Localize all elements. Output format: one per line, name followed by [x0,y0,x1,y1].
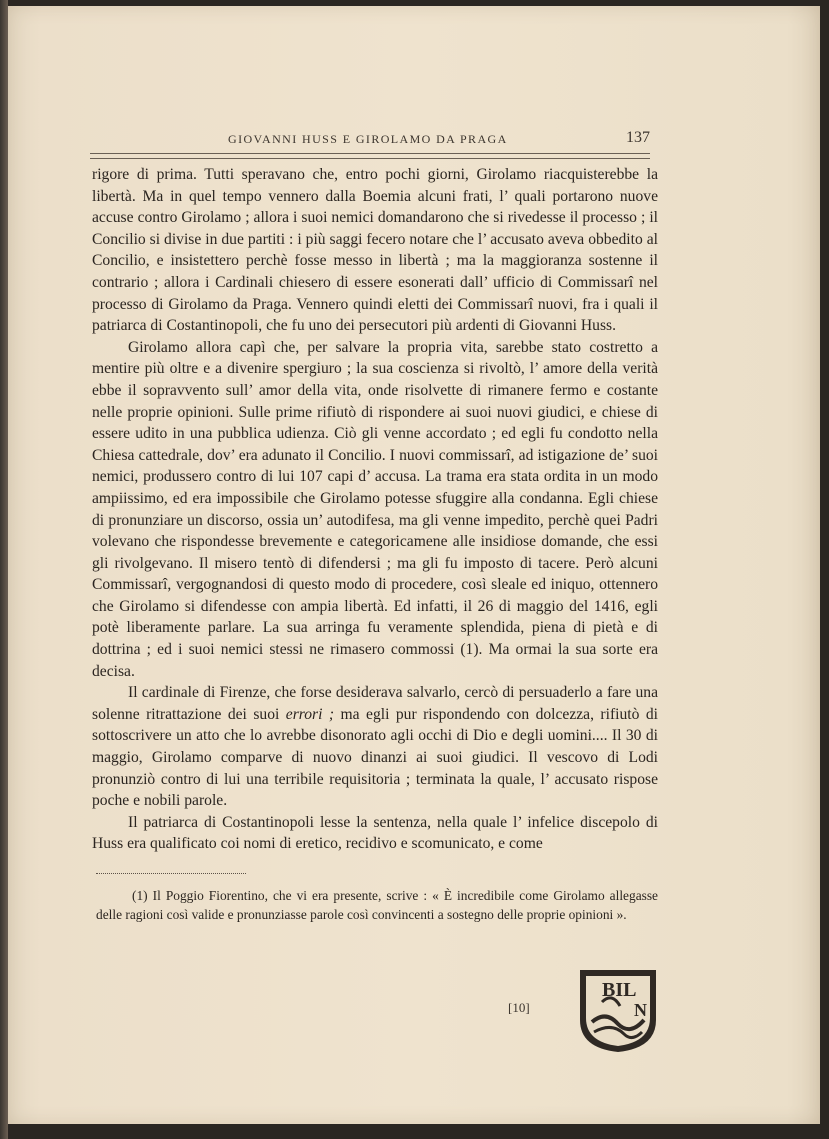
paragraph-3-italic: errori ; [285,705,335,723]
exlibris-text-top: BIL [602,979,637,1001]
exlibris-text-right: N [634,1000,647,1020]
exlibris-emblem-icon [572,962,664,1054]
exlibris-emblem [572,962,664,1054]
book-spine-edge [0,0,8,1139]
running-title: GIOVANNI HUSS E GIROLAMO DA PRAGA [228,132,508,146]
footnote-separator [96,873,246,874]
paragraph-4: Il patriarca di Costantinopoli lesse la sentenza, nella quale l’ infelice discepolo di Huss era qualificato coi nomi di eretico, recidivo e scomunicato, e come [92,813,658,853]
paragraph-3-after: ma egli pur rispondendo con dolcezza, rifiutò di sottoscrivere un atto che lo avrebbe disonorato agli occhi di Dio e degli uomini.... Il 30 di maggio, Girolamo comparve di nuovo dinanzi ai suoi giudici. Il vescovo di Lodi pronunziò contro di lui una terribile requisitoria ; terminata la quale, l’ accusato rispose poche e nobili parole. [92,705,658,810]
footnote: (1) Il Poggio Fiorentino, che vi era presente, scrive : « È incredibile come Girolamo allegasse delle ragioni così valide e pronunziasse parole così convincenti a sostegno delle proprie opinioni ». [96,888,658,922]
body-text [92,164,658,855]
paragraph-1: rigore di prima. Tutti speravano che, entro pochi giorni, Girolamo riacquisterebbe la libertà. Ma in quel tempo vennero dalla Boemia alcuni frati, l’ quali portarono nuove accuse contro Girolamo ; allora i suoi nemici domandarono che si rivedesse il processo ; il Concilio si divise in due partiti : i più saggi fecero notare che l’ accusato aveva obbedito al Concilio, e insistettero perchè fosse messo in libertà ; ma la maggioranza sostenne il contrario ; allora i Cardinali chiesero di essere esonerati dall’ ufficio di Commissarî nel processo di Girolamo da Praga. Vennero quindi eletti dei Commissarî nuovi, fra i quali il patriarca di Costantinopoli, che fu uno dei persecutori più ardenti di Giovanni Huss. [92,166,658,335]
paragraph-2: Girolamo allora capì che, per salvare la propria vita, sarebbe stato costretto a mentire più oltre e a divenire spergiuro ; la sua coscienza si rivoltò, l’ amore della verità ebbe il sopravvento sull’ amor della vita, onde risolvette di rimanere fermo e costante nelle proprie opinioni. Sulle prime rifiutò di rispondere ai suoi nuovi giudici, e chiese di essere udito in una pubblica udienza. Ciò gli venne accordato ; ed egli fu condotto nella Chiesa cattedrale, dov’ era adunato il Concilio. I nuovi commissarî, ad istigazione de’ suoi nemici, produssero contro di lui 107 capi d’ accusa. La trama era stata ordita in un modo ampiissimo, ed era impossibile che Girolamo potesse sfuggire alla condanna. Egli chiese di pronunziare un discorso, ossia un’ autodifesa, ma gli venne impedito, perchè quei Padri volevano che rispondesse brevemente e categoricamene alle insidiose domande, che essi gli rivolgevano. Il misero tentò di difendersi ; ma gli fu imposto di tacere. Però alcuni Commissarî, vergognandosi di questo modo di procedere, così sleale ed iniquo, ottennero che Girolamo si difendesse con ampia libertà. Ed infatti, il 26 di maggio del 1416, egli potè liberamente parlare. La sua arringa fu veramente splendida, piena di pietà e di dottrina ; ed i suoi nemici stessi ne rimasero commossi (1). Ma ormai la sua sorte era decisa. [92,338,658,680]
header-rule [90,153,650,159]
signature-mark: [10] [508,1000,530,1015]
page-number: 137 [626,129,650,146]
paragraph-3-before: Il cardinale di Firenze, che forse desiderava salvarlo, cercò di persuaderlo a fare una solenne ritrattazione dei suoi [92,684,658,723]
running-header [90,129,650,154]
paragraph-3 [92,682,658,812]
